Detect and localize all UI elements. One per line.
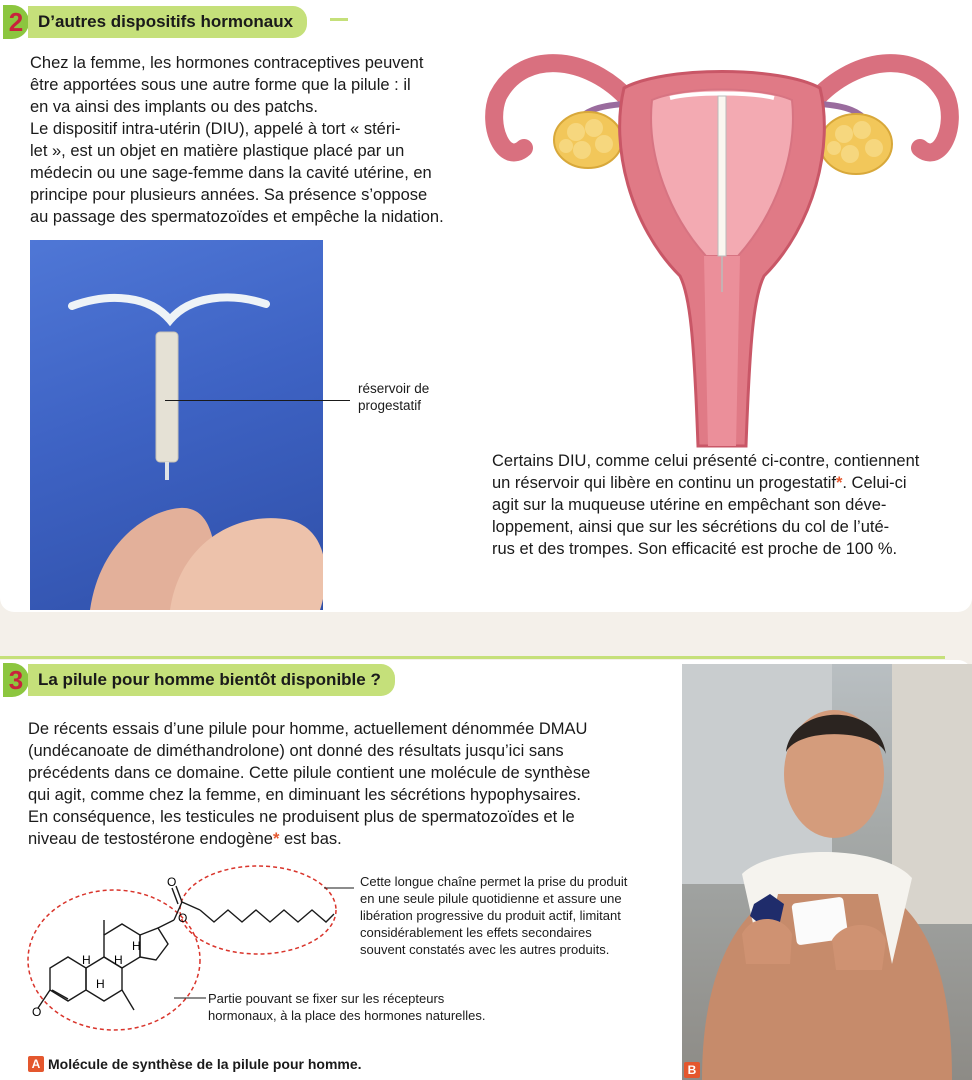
chain-callout [360,873,680,958]
text-line: (undécanoate de diméthandrolone) ont donné des résultats jusqu’ici sans [28,742,564,760]
text-line: let », est un objet en matière plastique placé par un [30,142,405,160]
atom-oxygen-ester: O [178,911,188,925]
section-2-intro-text [30,52,470,228]
iud-photo-reservoir [156,332,178,462]
section-3-top-rule [0,656,945,659]
left-ovary [554,112,622,168]
text-line: Certains DIU, comme celui présenté ci-contre, contiennent [492,452,920,470]
text-line: rus et des trompes. Son efficacité est proche de 100 %. [492,540,898,558]
section-3-number: 3 [0,660,32,700]
text-line: précédents dans ce domaine. Cette pilule contient une molécule de synthèse [28,764,591,782]
atom-oxygen-carbonyl: O [167,875,177,889]
figure-b-badge: B [684,1062,700,1078]
callout-line: Partie pouvant se fixer sur les récepteurs [208,991,445,1006]
figure-a-caption [28,1056,362,1072]
iud-label-line: réservoir de [358,381,430,396]
iud-label [358,380,429,414]
text-fragment: . Celui-ci [842,474,907,492]
section-2-number: 2 [0,2,32,42]
iud-label-line: progestatif [358,398,422,413]
text-line: Chez la femme, les hormones contraceptives peuvent [30,54,424,72]
hand-right [832,925,886,970]
text-line: au passage des spermatozoïdes et empêche la nidation. [30,208,444,226]
section-2-header [0,2,307,42]
callout-line: en une seule pilule quotidienne et assure une [360,891,622,906]
iud-stem [718,96,726,256]
text-fragment: niveau de testostérone endogène [28,830,273,848]
text-line: qui agit, comme chez la femme, en diminuant les sécrétions hypophysaires. [28,786,582,804]
text-line: médecin ou une sage-femme dans la cavité utérine, en [30,164,432,182]
figure-a-caption-text: Molécule de synthèse de la pilule pour homme. [48,1056,362,1072]
section-3-header [0,660,395,700]
text-line [28,828,668,850]
core-callout [208,990,538,1024]
glossary-star: * [835,474,843,492]
callout-line: considérablement les effets secondaires [360,925,592,940]
text-line: agit sur la muqueuse utérine en empêchant son déve- [492,496,887,514]
figure-a-badge: A [28,1056,44,1072]
text-line: En conséquence, les testicules ne produisent plus de spermatozoïdes et le [28,808,575,826]
atom-oxygen-ketone: O [32,1005,42,1019]
section-3-text [28,718,668,850]
text-line: en va ainsi des implants ou des patchs. [30,98,319,116]
iud-label-leader [165,400,350,401]
atom-hydrogen: H [132,939,141,953]
text-line: être apportées sous une autre forme que la pilule : il [30,76,411,94]
text-line [492,472,962,494]
hand-left [742,919,792,964]
uterus-illustration [484,36,960,448]
callout-line: hormonaux, à la place des hormones naturelles. [208,1008,486,1023]
atom-hydrogen: H [82,953,91,967]
section-2-title: D’autres dispositifs hormonaux [28,6,307,38]
text-line: loppement, ainsi que sur les sécrétions du col de l’uté- [492,518,890,536]
text-line: De récents essais d’une pilule pour homme, actuellement dénommée DMAU [28,720,588,738]
iud-photo [30,240,323,610]
man-photo [682,664,972,1080]
atom-hydrogen: H [114,953,123,967]
atom-hydrogen: H [96,977,105,991]
text-fragment: est bas. [279,830,342,848]
text-line: principe pour plusieurs années. Sa présence s’oppose [30,186,428,204]
section-3-title: La pilule pour homme bientôt disponible ? [28,664,395,696]
section-2-iud-text [492,450,962,560]
callout-line: libération progressive du produit actif, limitant [360,908,621,923]
callout-line: souvent constatés avec les autres produits. [360,942,610,957]
text-line: Le dispositif intra-utérin (DIU), appelé à tort « stéri- [30,120,401,138]
glossary-star: * [272,830,280,848]
iud-photo-arms [72,297,266,320]
iud-photo-drawing [30,240,323,610]
section-2-header-rule [330,18,348,21]
callout-line: Cette longue chaîne permet la prise du produit [360,874,628,889]
text-fragment: un réservoir qui libère en continu un progestatif [492,474,836,492]
man-photo-drawing [682,664,972,1080]
right-ovary [820,114,892,174]
